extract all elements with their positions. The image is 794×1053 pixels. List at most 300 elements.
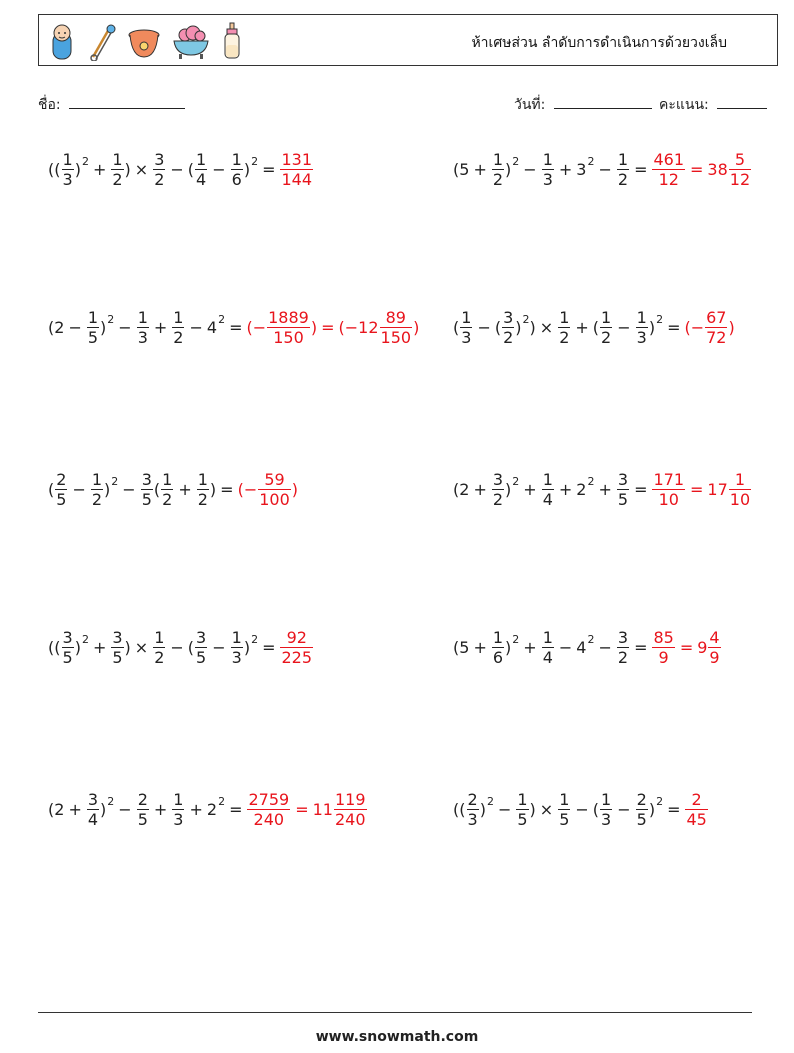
math-token: 1 [559,308,570,327]
math-token: + [189,800,203,819]
problem-5 [48,470,298,509]
math-token: 3 [617,628,629,647]
score-blank[interactable] [717,96,767,109]
math-token: ( [237,480,244,499]
math-token: 4 [576,638,587,657]
answer-9 [246,790,367,829]
math-token: ) [209,480,217,499]
math-token: + [473,480,487,499]
math-token: 1 [542,150,553,169]
math-token: ( [592,800,600,819]
math-token: 2 [218,795,226,808]
math-token: ( [494,318,502,337]
math-token: 1 [542,628,553,647]
fraction [502,308,514,347]
math-token: ( [453,800,460,819]
math-token: = [634,160,648,179]
math-token: − [598,160,612,179]
bathtub-icon [171,21,211,61]
fraction [280,150,313,189]
math-token: = [295,800,309,819]
math-token: 9 [697,638,708,657]
math-token: 67 [706,308,727,327]
math-token: 3 [173,810,184,829]
math-token: 2 [492,490,504,509]
math-token: ) [529,318,536,337]
problem-2 [453,150,752,189]
math-token: 1 [492,628,504,647]
math-token: ( [684,318,691,337]
math-token: 1 [173,790,184,809]
math-token: 3 [231,648,242,667]
math-token: 9 [709,648,720,667]
problem-4 [453,308,735,347]
math-token: 3 [601,810,612,829]
math-token: × [539,318,554,337]
math-token: 5 [617,490,629,509]
math-token: − [575,800,589,819]
math-token: ( [54,638,61,657]
math-token: 2 [512,155,520,168]
math-token: ) [74,160,81,179]
math-token: 3 [492,470,504,489]
math-token: 5 [734,150,746,169]
baby-bottle-icon [221,21,243,61]
math-token: 5 [196,648,207,667]
math-token: 2 [617,648,629,667]
fraction [172,308,184,347]
math-token: − [212,160,226,179]
math-token: + [523,638,537,657]
math-token: × [134,638,149,657]
math-token: + [178,480,192,499]
math-token: 2 [206,800,218,819]
fraction [195,150,207,189]
math-token: ( [459,800,466,819]
math-token: 131 [281,150,313,169]
fraction [636,790,648,829]
math-token: 1 [601,790,612,809]
math-token: − [523,160,537,179]
fraction [705,308,727,347]
math-token: 2 [459,480,470,499]
math-token: 3 [137,328,148,347]
math-token: 1 [461,308,472,327]
math-token: 1 [734,470,746,489]
problem-10 [453,790,709,829]
math-token: 3 [112,628,123,647]
math-token: 38 [707,160,728,179]
math-token: + [523,480,537,499]
math-token: = [321,318,335,337]
math-token: − [497,800,512,819]
math-token: 2 [112,170,123,189]
math-token: 144 [281,170,313,189]
math-token: 11 [312,800,333,819]
math-token: 3 [467,810,478,829]
problem-1 [48,150,314,189]
math-token: 17 [707,480,728,499]
math-token: 2 [492,170,504,189]
math-token: 3 [62,170,73,189]
math-token: 2 [218,313,226,326]
math-token: 2 [162,490,173,509]
math-token: 240 [253,810,285,829]
name-field [38,94,185,116]
answer-8 [651,628,721,667]
fraction [542,150,554,189]
fraction [137,308,149,347]
math-token: ( [338,318,345,337]
fraction [652,470,685,509]
math-token: 1 [492,150,504,169]
fraction [231,150,243,189]
math-token: 12 [658,170,679,189]
math-token: = [229,800,243,819]
fraction [729,470,751,509]
math-token: 5 [56,490,67,509]
math-token: 2 [656,313,664,326]
math-token: = [634,638,648,657]
math-token: 1 [197,470,208,489]
math-token: − [122,480,136,499]
fraction [708,628,720,667]
math-token: + [153,318,168,337]
fraction [195,628,207,667]
math-token: 6 [492,648,504,667]
math-token: ) [505,160,512,179]
potty-icon [127,21,161,61]
math-token: − [170,638,184,657]
math-token: 2 [636,790,647,809]
math-token: × [539,800,554,819]
math-token: 2 [587,155,595,168]
math-token: ) [648,318,656,337]
math-token: ) [243,160,251,179]
math-token: 2 [587,633,595,646]
math-token: ) [515,318,522,337]
math-token: ) [505,638,512,657]
answer-5 [238,470,298,509]
fraction [62,628,74,667]
math-token: ) [648,800,656,819]
score-label: คะแนน: [659,97,709,113]
fraction [600,790,612,829]
math-token: − [477,318,491,337]
math-token: 461 [653,150,685,169]
math-token: ) [529,800,536,819]
math-token: 45 [686,810,707,829]
fraction [652,628,674,667]
math-token: × [134,160,149,179]
fraction [141,470,153,509]
math-token: − [72,480,86,499]
math-token: 2 [617,170,629,189]
worksheet-title: ห้าเศษส่วน ลำดับการดำเนินการด้วยวงเล็บ [471,35,727,51]
math-token: 2 [197,490,208,509]
math-token: 1889 [268,308,309,327]
math-token: 2 [601,328,612,347]
answer-6 [651,470,752,509]
math-token: 3 [62,628,73,647]
score-field [659,94,767,116]
fraction [617,150,629,189]
math-token: ) [728,318,735,337]
math-token: 2 [54,318,65,337]
math-token: − [243,480,258,499]
math-token: ) [124,160,131,179]
fraction [280,628,313,667]
math-token: 2 [107,313,115,326]
answer-1 [279,150,314,189]
math-token: 12 [729,170,751,189]
problem-8 [453,628,722,667]
answer-10 [684,790,708,829]
math-token: 1 [173,308,184,327]
math-token: + [598,480,612,499]
fraction [729,150,751,189]
fraction [516,790,528,829]
fraction [617,628,629,667]
math-token: − [212,638,226,657]
math-token: = [667,800,681,819]
math-token: 240 [334,810,366,829]
fraction [247,790,290,829]
problem-6 [453,470,752,509]
math-token: 4 [206,318,218,337]
math-token: = [220,480,234,499]
math-token: ( [48,160,55,179]
fraction [380,308,413,347]
math-token: 2 [251,155,259,168]
math-token: ( [153,480,161,499]
math-token: 2 [512,475,520,488]
math-token: 2 [691,790,702,809]
math-token: − [598,638,612,657]
math-token: 2 [91,490,103,509]
math-token: 5 [517,810,528,829]
baby-icon [47,21,77,61]
worksheet-header [38,14,778,66]
math-token: = [262,160,276,179]
math-token: 5 [62,648,73,667]
math-token: 171 [653,470,685,489]
math-token: = [667,318,681,337]
math-token: 3 [141,470,152,489]
math-token: 2 [503,328,514,347]
math-token: 150 [273,328,304,347]
math-token: 1 [137,308,148,327]
math-token: ( [48,318,55,337]
math-token: 2 [111,475,119,488]
math-token: 2 [559,328,570,347]
math-token: 5 [559,810,570,829]
math-token: 1 [636,308,647,327]
math-token: 3 [503,308,514,327]
math-token: 3 [154,150,165,169]
fraction [558,308,570,347]
fraction [197,470,209,509]
math-token: 59 [264,470,285,489]
math-token: − [170,160,184,179]
math-token: 1 [112,150,123,169]
math-token: = [690,480,704,499]
math-token: 72 [706,328,727,347]
math-token: ) [479,800,486,819]
math-token: ( [187,638,195,657]
math-token: = [690,160,704,179]
math-token: 2 [107,795,115,808]
math-token: 3 [636,328,647,347]
math-token: 2 [173,328,184,347]
math-token: ( [48,638,55,657]
answer-4 [684,308,734,347]
math-token: 1 [542,470,553,489]
fraction [87,308,99,347]
math-token: ) [100,800,107,819]
math-token: 119 [334,790,366,809]
answer-2 [651,150,752,189]
math-token: 1 [91,470,103,489]
math-token: 10 [729,490,751,509]
footer-url[interactable]: www.snowmath.com [315,1029,479,1045]
math-token: 2 [467,790,478,809]
fraction [492,628,504,667]
math-token: = [679,638,694,657]
math-token: = [262,638,276,657]
fraction [636,308,648,347]
math-token: 4 [196,170,207,189]
math-token: 1 [231,628,242,647]
fraction [685,790,707,829]
math-token: 2 [81,633,89,646]
fraction [558,790,570,829]
math-token: ( [453,160,460,179]
math-token: 4 [709,628,720,647]
math-token: 4 [542,648,553,667]
fraction [55,470,67,509]
math-token: 5 [459,638,470,657]
math-token: + [473,160,487,179]
fraction [91,470,103,509]
math-token: ) [100,318,107,337]
fraction [467,790,479,829]
math-token: 3 [196,628,207,647]
math-token: 2 [251,633,259,646]
math-token: + [92,160,107,179]
math-token: ) [243,638,251,657]
math-token: 5 [459,160,470,179]
fraction [153,628,165,667]
math-token: + [92,638,107,657]
math-token: 100 [259,490,290,509]
header-icons [47,20,243,62]
math-token: − [189,318,203,337]
math-token: − [617,800,631,819]
math-token: 3 [87,790,99,809]
math-token: ) [413,318,420,337]
math-token: 2 [587,475,595,488]
math-token: 2 [656,795,664,808]
fraction [161,470,173,509]
fraction [267,308,310,347]
math-token: − [344,318,359,337]
math-token: + [558,160,573,179]
math-token: 2 [522,313,530,326]
math-token: − [68,318,82,337]
math-token: 4 [87,810,99,829]
fraction [111,150,123,189]
fraction [87,790,99,829]
fraction [542,470,554,509]
math-token: 1 [601,308,612,327]
math-token: = [634,480,648,499]
math-token: 2 [576,480,587,499]
math-token: ( [592,318,600,337]
math-token: − [690,318,705,337]
math-token: ) [505,480,512,499]
math-token: 1 [62,150,73,169]
math-token: ( [453,638,460,657]
math-token: ) [291,480,299,499]
math-token: 2 [486,795,494,808]
fraction [137,790,149,829]
math-token: 9 [658,648,669,667]
math-token: 5 [636,810,647,829]
fraction [231,628,243,667]
math-token: ( [187,160,195,179]
math-token: 3 [617,470,629,489]
fraction [492,470,504,509]
problem-9 [48,790,368,829]
math-token: 225 [281,648,313,667]
math-token: 10 [658,490,679,509]
math-token: 5 [137,810,148,829]
math-token: ( [48,480,55,499]
math-token: + [575,318,589,337]
math-token: 5 [87,328,99,347]
date-blank[interactable] [554,96,652,109]
math-token: 2 [56,470,67,489]
date-field [514,94,652,116]
math-token: 6 [231,170,242,189]
math-token: − [617,318,631,337]
math-token: ( [453,318,460,337]
math-token: + [558,480,573,499]
math-token: ( [246,318,253,337]
fraction [258,470,291,509]
math-token: + [153,800,168,819]
fraction [62,150,74,189]
answer-3 [246,308,419,347]
math-token: + [473,638,487,657]
math-token: 2 [154,170,165,189]
math-token: 150 [380,328,412,347]
math-token: 2 [137,790,148,809]
name-blank[interactable] [69,96,185,109]
math-token: 1 [162,470,173,489]
math-token: 2 [512,633,520,646]
date-label: วันที่: [514,97,546,113]
fraction [492,150,504,189]
math-token: 1 [87,308,99,327]
math-token: 1 [196,150,207,169]
fraction [460,308,472,347]
fraction [334,790,367,829]
math-token: − [558,638,573,657]
math-token: 12 [358,318,379,337]
math-token: − [252,318,267,337]
